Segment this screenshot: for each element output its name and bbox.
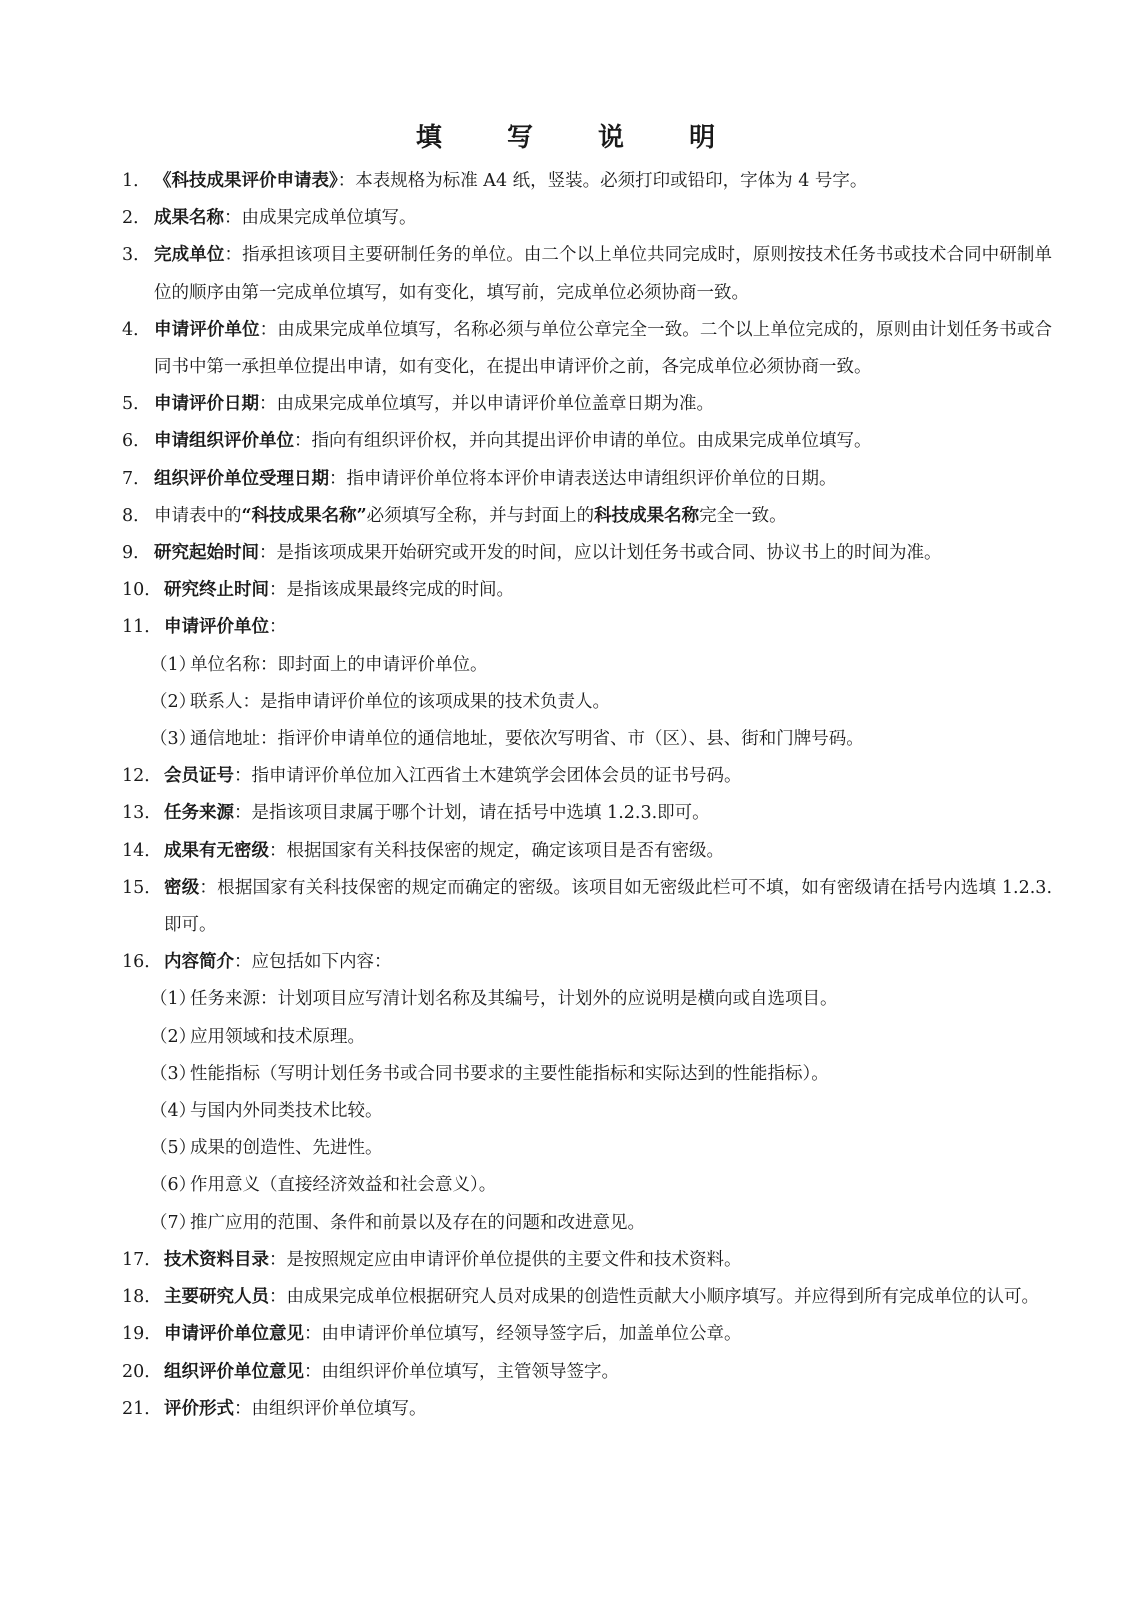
- item-text: ：是指该成果最终完成的时间。: [269, 580, 514, 601]
- list-item: [122, 572, 1052, 609]
- item-label: 评价形式: [164, 1398, 234, 1419]
- item-number: 17．: [122, 1249, 162, 1270]
- list-item: [122, 1242, 1052, 1279]
- item-body: [164, 1354, 1052, 1391]
- item-number: 10．: [122, 580, 162, 601]
- item-text: ：应包括如下内容：: [234, 952, 392, 973]
- list-item: [122, 163, 1052, 200]
- item-label: 申请评价单位: [154, 319, 260, 340]
- item-pre-text: 申请表中的: [154, 505, 242, 526]
- item-body: [154, 312, 1052, 386]
- list-item: [122, 423, 1052, 460]
- item-label: 研究起始时间: [154, 543, 259, 564]
- item-label: 成果有无密级: [164, 840, 269, 861]
- item-label: “科技成果名称”: [241, 505, 367, 526]
- item-mid-text: 必须填写全称，并与封面上的: [366, 505, 595, 526]
- sub-item-text: 通信地址：指评价申请单位的通信地址，要依次写明省、市（区）、县、街和门牌号码。: [190, 729, 864, 750]
- item-body: [164, 609, 1052, 646]
- sub-item-text: 应用领域和技术原理。: [190, 1026, 365, 1047]
- item-number: 4．: [122, 319, 151, 340]
- sub-item-text: 任务来源：计划项目应写清计划名称及其编号，计划外的应说明是横向或自选项目。: [190, 989, 838, 1010]
- item-body: [164, 1242, 1052, 1279]
- list-item: [122, 461, 1052, 498]
- item-label: 主要研究人员: [164, 1287, 269, 1308]
- item-body: [164, 758, 1052, 795]
- sub-item-text: 性能指标（写明计划任务书或合同书要求的主要性能指标和实际达到的性能指标）。: [190, 1063, 829, 1084]
- item-label: 申请评价单位: [164, 617, 269, 638]
- item-text: ：由成果完成单位填写，名称必须与单位公章完全一致。二个以上单位完成的，原则由计划任务书或合同书中第一承担单位提出申请，如有变化，在提出申请评价之前，各完成单位必须协商一致。: [154, 319, 1053, 378]
- item-body: [154, 535, 1052, 572]
- item-number: 3．: [122, 245, 151, 266]
- item-label: 申请评价日期: [154, 394, 259, 415]
- list-item: [122, 758, 1052, 795]
- sub-item: [122, 1056, 1052, 1093]
- item-number: 7．: [122, 468, 151, 489]
- item-label: 组织评价单位受理日期: [154, 468, 329, 489]
- item-text: ：本表规格为标准 A4 纸，竖装。必须打印或铅印，字体为 4 号字。: [337, 171, 868, 191]
- sub-item-number: （2）: [150, 691, 197, 712]
- item-label: 研究终止时间: [164, 580, 269, 601]
- item-body: [164, 1391, 1052, 1428]
- item-number: 9．: [122, 543, 151, 564]
- item-label: 内容简介: [164, 952, 234, 973]
- item-label: 技术资料目录: [164, 1249, 269, 1270]
- item-number: 21．: [122, 1398, 162, 1419]
- sub-item-text: 推广应用的范围、条件和前景以及存在的问题和改进意见。: [190, 1212, 645, 1233]
- sub-item: [122, 1167, 1052, 1204]
- item-text: ：由成果完成单位填写，并以申请评价单位盖章日期为准。: [259, 394, 714, 415]
- list-item: [122, 1391, 1052, 1428]
- sub-item: [122, 1205, 1052, 1242]
- list-item: [122, 795, 1052, 832]
- sub-item: [122, 1093, 1052, 1130]
- item-label: 会员证号: [164, 766, 234, 787]
- item-number: 20．: [122, 1361, 162, 1382]
- sub-item-text: 与国内外同类技术比较。: [190, 1101, 383, 1122]
- item-text: ：由申请评价单位填写，经领导签字后，加盖单位公章。: [304, 1324, 742, 1345]
- item-number: 6．: [122, 431, 151, 452]
- list-item: [122, 870, 1052, 944]
- sub-item-text: 成果的创造性、先进性。: [190, 1138, 383, 1159]
- sub-item: [122, 1019, 1052, 1056]
- item-text: ：是指该项成果开始研究或开发的时间，应以计划任务书或合同、协议书上的时间为准。: [259, 543, 942, 564]
- item-body: [164, 1279, 1052, 1316]
- sub-item-text: 单位名称：即封面上的申请评价单位。: [190, 654, 488, 675]
- sub-item: [122, 721, 1052, 758]
- sub-item-text: 联系人：是指申请评价单位的该项成果的技术负责人。: [190, 691, 610, 712]
- item-label: 成果名称: [154, 208, 224, 229]
- item-text: ：是指该项目隶属于哪个计划，请在括号中选填 1.2.3.即可。: [234, 803, 710, 824]
- item-number: 11．: [122, 617, 162, 638]
- sub-item: [122, 1130, 1052, 1167]
- item-number: 12．: [122, 766, 162, 787]
- item-body: [164, 1316, 1052, 1353]
- item-body: [154, 237, 1052, 311]
- item-text: ：根据国家有关科技保密的规定，确定该项目是否有密级。: [269, 840, 724, 861]
- item-body: [164, 795, 1052, 832]
- sub-item-text: 作用意义（直接经济效益和社会意义）。: [190, 1175, 497, 1196]
- page-title: 填 写 说 明: [415, 123, 744, 153]
- item-text: ：由组织评价单位填写。: [234, 1398, 427, 1419]
- item-number: 16．: [122, 952, 162, 973]
- list-item: [122, 312, 1052, 386]
- item-label: 申请评价单位意见: [164, 1324, 304, 1345]
- item-text: ：指申请评价单位将本评价申请表送达申请组织评价单位的日期。: [329, 468, 837, 489]
- item-number: 14．: [122, 840, 162, 861]
- item-number: 18．: [122, 1287, 162, 1308]
- item-body: [164, 572, 1052, 609]
- sub-item-number: （1）: [150, 989, 197, 1010]
- sub-item-number: （4）: [150, 1101, 197, 1122]
- sub-item-number: （7）: [150, 1212, 197, 1233]
- item-number: 15．: [122, 877, 162, 898]
- item-body: [164, 944, 1052, 981]
- item-body: [154, 498, 1052, 535]
- item-label: 组织评价单位意见: [164, 1361, 304, 1382]
- item-text: ：根据国家有关科技保密的规定而确定的密级。该项目如无密级此栏可不填，如有密级请在括号内选填 1.2.3.即可。: [164, 877, 1053, 936]
- sub-item-number: （1）: [150, 654, 197, 675]
- sub-item-number: （6）: [150, 1175, 197, 1196]
- sub-item: [122, 684, 1052, 721]
- instructions-list: [122, 163, 1052, 1428]
- sub-item-number: （2）: [150, 1026, 197, 1047]
- item-text: ：指承担该项目主要研制任务的单位。由二个以上单位共同完成时，原则按技术任务书或技术合同中研制单位的顺序由第一完成单位填写，如有变化，填写前，完成单位必须协商一致。: [154, 245, 1053, 303]
- item-body: [154, 163, 1052, 200]
- item-body: [164, 833, 1052, 870]
- list-item: [122, 535, 1052, 572]
- list-item: [122, 833, 1052, 870]
- item-label: 任务来源: [164, 803, 234, 824]
- item-number: 5．: [122, 394, 151, 415]
- item-number: 2．: [122, 208, 151, 229]
- list-item: [122, 498, 1052, 535]
- item-text: ：由成果完成单位填写。: [224, 208, 417, 229]
- item-text: ：由组织评价单位填写，主管领导签字。: [304, 1361, 619, 1382]
- item-label: 《科技成果评价申请表》: [154, 171, 338, 191]
- item-body: [154, 461, 1052, 498]
- sub-item: [122, 647, 1052, 684]
- list-item: [122, 1354, 1052, 1391]
- item-body: [154, 200, 1052, 237]
- sub-item-number: （3）: [150, 729, 197, 750]
- item-number: 8．: [122, 505, 151, 526]
- item-text: ：指申请评价单位加入江西省土木建筑学会团体会员的证书号码。: [234, 766, 742, 787]
- item-number: 1．: [122, 171, 151, 191]
- sub-item-number: （5）: [150, 1138, 197, 1159]
- list-item: [122, 1316, 1052, 1353]
- item-text: ：: [269, 617, 287, 638]
- item-body: [154, 423, 1052, 460]
- list-item: [122, 944, 1052, 981]
- item-text: ：是按照规定应由申请评价单位提供的主要文件和技术资料。: [269, 1249, 742, 1270]
- list-item: [122, 609, 1052, 646]
- item-label: 密级: [164, 877, 200, 898]
- sub-item: [122, 981, 1052, 1018]
- item-label: 申请组织评价单位: [154, 431, 294, 452]
- item-text: 完全一致。: [699, 505, 787, 526]
- sub-item-number: （3）: [150, 1063, 197, 1084]
- item-body: [154, 386, 1052, 423]
- item-body: [164, 870, 1052, 944]
- item-text: ：由成果完成单位根据研究人员对成果的创造性贡献大小顺序填写。并应得到所有完成单位的认可。: [269, 1287, 1039, 1308]
- item-label-2: 科技成果名称: [594, 505, 700, 526]
- list-item: [122, 200, 1052, 237]
- item-number: 19．: [122, 1324, 162, 1345]
- item-label: 完成单位: [154, 245, 225, 266]
- item-number: 13．: [122, 803, 162, 824]
- item-text: ：指向有组织评价权，并向其提出评价申请的单位。由成果完成单位填写。: [294, 431, 872, 452]
- list-item: [122, 386, 1052, 423]
- list-item: [122, 237, 1052, 311]
- list-item: [122, 1279, 1052, 1316]
